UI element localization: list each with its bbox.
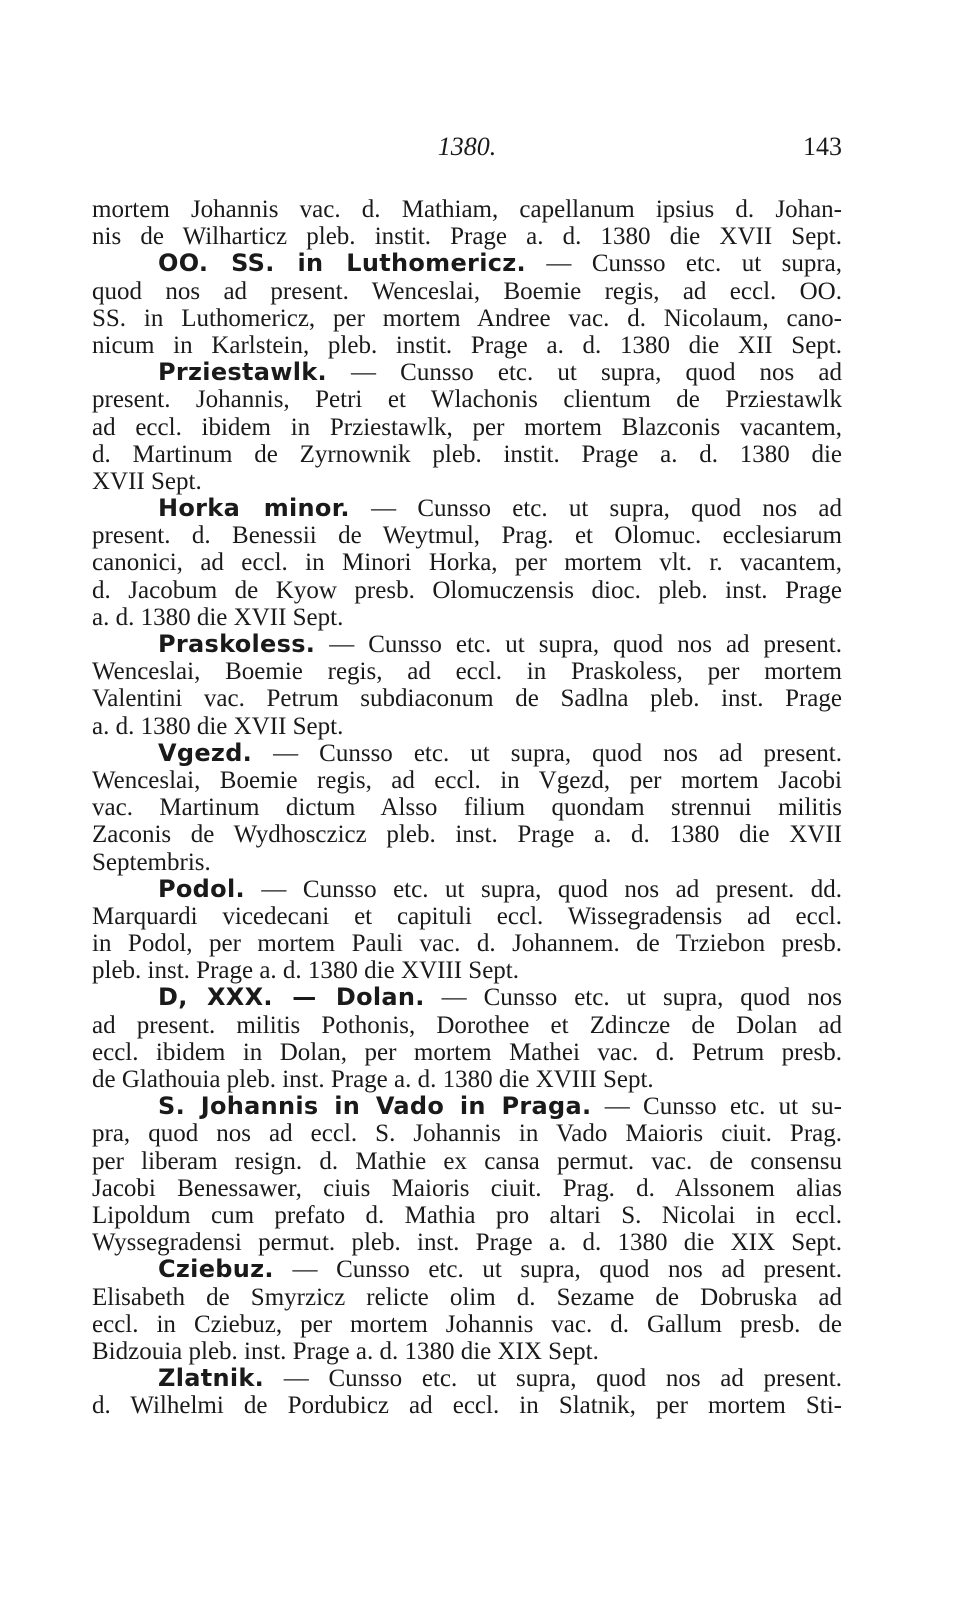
text-line (92, 1039, 842, 1066)
line-text: Marquardi vicedecani et capituli eccl. Wissegradensis ad eccl. (92, 902, 842, 930)
entry-heading-line (92, 359, 842, 386)
line-text: ad eccl. ibidem in Prziestawlk, per mortem Blazconis vacantem, (92, 413, 842, 441)
text-line (92, 386, 842, 413)
line-text: — Cunsso etc. ut supra, quod nos ad (326, 359, 842, 387)
place-heading: Horka minor. (158, 494, 350, 523)
text-line (92, 1311, 842, 1338)
line-text: ad present. militis Pothonis, Dorothee et Zdincze de Dolan ad (92, 1011, 842, 1039)
running-head-year: 1380. (437, 132, 497, 161)
line-text: SS. in Luthomericz, per mortem Andree vac. d. Nicolaum, cano- (92, 304, 842, 332)
line-text: canonici, ad eccl. in Minori Horka, per mortem vlt. r. vacantem, (92, 549, 842, 577)
line-text: d. Jacobum de Kyow presb. Olomuczensis dioc. pleb. inst. Prage (92, 576, 842, 604)
line-text: Wenceslai, Boemie regis, ad eccl. in Praskoless, per mortem (92, 658, 842, 686)
line-text: XVII Sept. (92, 467, 202, 495)
text-line (92, 278, 842, 305)
text-line (92, 685, 842, 712)
page-number: 143 (803, 132, 842, 161)
text-line (92, 658, 842, 685)
text-line (92, 1202, 842, 1229)
line-text: present. Johannis, Petri et Wlachonis clientum de Prziestawlk (92, 386, 842, 414)
line-text: mortem Johannis vac. d. Mathiam, capellanum ipsius d. Johan- (92, 196, 842, 223)
text-line (92, 713, 842, 740)
line-text: present. d. Benessii de Weytmul, Prag. et Olomuc. ecclesiarum (92, 522, 842, 550)
line-text: Zaconis de Wydhosczicz pleb. inst. Prage a. d. 1380 die XVII (92, 821, 842, 849)
line-text: — Cunsso etc. ut supra, quod nos ad present. (264, 1365, 842, 1393)
entry-heading-line (92, 250, 842, 277)
line-text: quod nos ad present. Wenceslai, Boemie regis, ad eccl. OO. (92, 277, 842, 305)
line-text: — Cunsso etc. ut supra, quod nos ad present. dd. (244, 875, 842, 903)
line-text: Septembris. (92, 848, 211, 876)
text-line (92, 767, 842, 794)
text-line (92, 577, 842, 604)
running-head (92, 132, 842, 168)
text-line (92, 1284, 842, 1311)
line-text: a. d. 1380 die XVII Sept. (92, 603, 344, 631)
line-text: — Cunsso etc. ut supra, quod nos ad present. (273, 1256, 842, 1284)
line-text: — Cunsso etc. ut supra, (525, 250, 842, 278)
text-line (92, 468, 842, 495)
line-text: pleb. inst. Prage a. d. 1380 die XVIII Sept. (92, 957, 520, 985)
text-line (92, 821, 842, 848)
line-text: nis de Wilharticz pleb. instit. Prage a. d. 1380 die XVII Sept. (92, 223, 842, 251)
text-line (92, 1175, 842, 1202)
text-line (92, 549, 842, 576)
line-text: Bidzouia pleb. inst. Prage a. d. 1380 die XIX Sept. (92, 1337, 599, 1365)
line-text: — Cunsso etc. ut supra, quod nos (424, 984, 842, 1012)
text-line (92, 957, 842, 984)
line-text: eccl. ibidem in Dolan, per mortem Mathei vac. d. Petrum presb. (92, 1038, 842, 1066)
line-text: — Cunsso etc. ut su- (591, 1093, 842, 1121)
text-line (92, 441, 842, 468)
place-heading: S. Johannis in Vado in Praga. (158, 1092, 592, 1121)
text-line (92, 1120, 842, 1147)
place-heading: D, XXX. — Dolan. (158, 983, 425, 1012)
text-line (92, 1229, 842, 1256)
place-heading: Vgezd. (158, 738, 253, 767)
line-text: in Podol, per mortem Pauli vac. d. Johannem. de Trziebon presb. (92, 930, 842, 958)
text-line (92, 196, 842, 223)
entry-heading-line (92, 1365, 842, 1392)
line-text: — Cunsso etc. ut supra, quod nos ad present. (252, 739, 842, 767)
text-line (92, 930, 842, 957)
place-heading: Prziestawlk. (158, 358, 327, 387)
line-text: per liberam resign. d. Mathie ex cansa permut. vac. de consensu (92, 1147, 842, 1175)
line-text: nicum in Karlstein, pleb. instit. Prage a. d. 1380 die XII Sept. (92, 331, 842, 359)
place-heading: Zlatnik. (158, 1364, 265, 1393)
entry-heading-line (92, 984, 842, 1011)
place-heading: Podol. (158, 874, 245, 903)
line-text: — Cunsso etc. ut supra, quod nos ad present. (315, 631, 842, 658)
place-heading: Cziebuz. (158, 1255, 274, 1284)
line-text: d. Wilhelmi de Pordubicz ad eccl. in Slatnik, per mortem Sti- (92, 1392, 842, 1420)
line-text: d. Martinum de Zyrnownik pleb. instit. Prage a. d. 1380 die (92, 440, 842, 468)
text-line (92, 604, 842, 631)
text-line (92, 1392, 842, 1419)
text-line (92, 1148, 842, 1175)
place-heading: Praskoless. (158, 630, 316, 658)
line-text: Lipoldum cum prefato d. Mathia pro altari S. Nicolai in eccl. (92, 1201, 842, 1229)
text-line (92, 903, 842, 930)
line-text: Elisabeth de Smyrzicz relicte olim d. Sezame de Dobruska ad (92, 1283, 842, 1311)
entry-heading-line (92, 740, 842, 767)
text-line (92, 1012, 842, 1039)
text-line (92, 794, 842, 821)
line-text: — Cunsso etc. ut supra, quod nos ad (349, 495, 842, 523)
line-text: Valentini vac. Petrum subdiaconum de Sadlna pleb. inst. Prage (92, 685, 842, 713)
entry-heading-line (92, 1093, 842, 1120)
place-heading: OO. SS. in Luthomericz. (158, 249, 526, 278)
line-text: eccl. in Cziebuz, per mortem Johannis vac. d. Gallum presb. de (92, 1310, 842, 1338)
entry-heading-line (92, 631, 842, 658)
line-text: pra, quod nos ad eccl. S. Johannis in Vado Maioris ciuit. Prag. (92, 1120, 842, 1148)
text-line (92, 1338, 842, 1365)
text-line (92, 522, 842, 549)
text-line (92, 332, 842, 359)
line-text: a. d. 1380 die XVII Sept. (92, 712, 344, 740)
line-text: Jacobi Benessawer, ciuis Maioris ciuit. Prag. d. Alssonem alias (92, 1174, 842, 1202)
text-line (92, 414, 842, 441)
entry-heading-line (92, 876, 842, 903)
text-line (92, 223, 842, 250)
entry-heading-line (92, 1256, 842, 1283)
text-line (92, 1066, 842, 1093)
line-text: de Glathouia pleb. inst. Prage a. d. 1380 die XVIII Sept. (92, 1066, 654, 1093)
entry-heading-line (92, 495, 842, 522)
line-text: vac. Martinum dictum Alsso filium quondam strennui militis (92, 794, 842, 822)
line-text: Wenceslai, Boemie regis, ad eccl. in Vgezd, per mortem Jacobi (92, 766, 842, 794)
text-line (92, 849, 842, 876)
body-text (92, 196, 842, 1419)
text-line (92, 305, 842, 332)
line-text: Wyssegradensi permut. pleb. inst. Prage a. d. 1380 die XIX Sept. (92, 1229, 842, 1257)
